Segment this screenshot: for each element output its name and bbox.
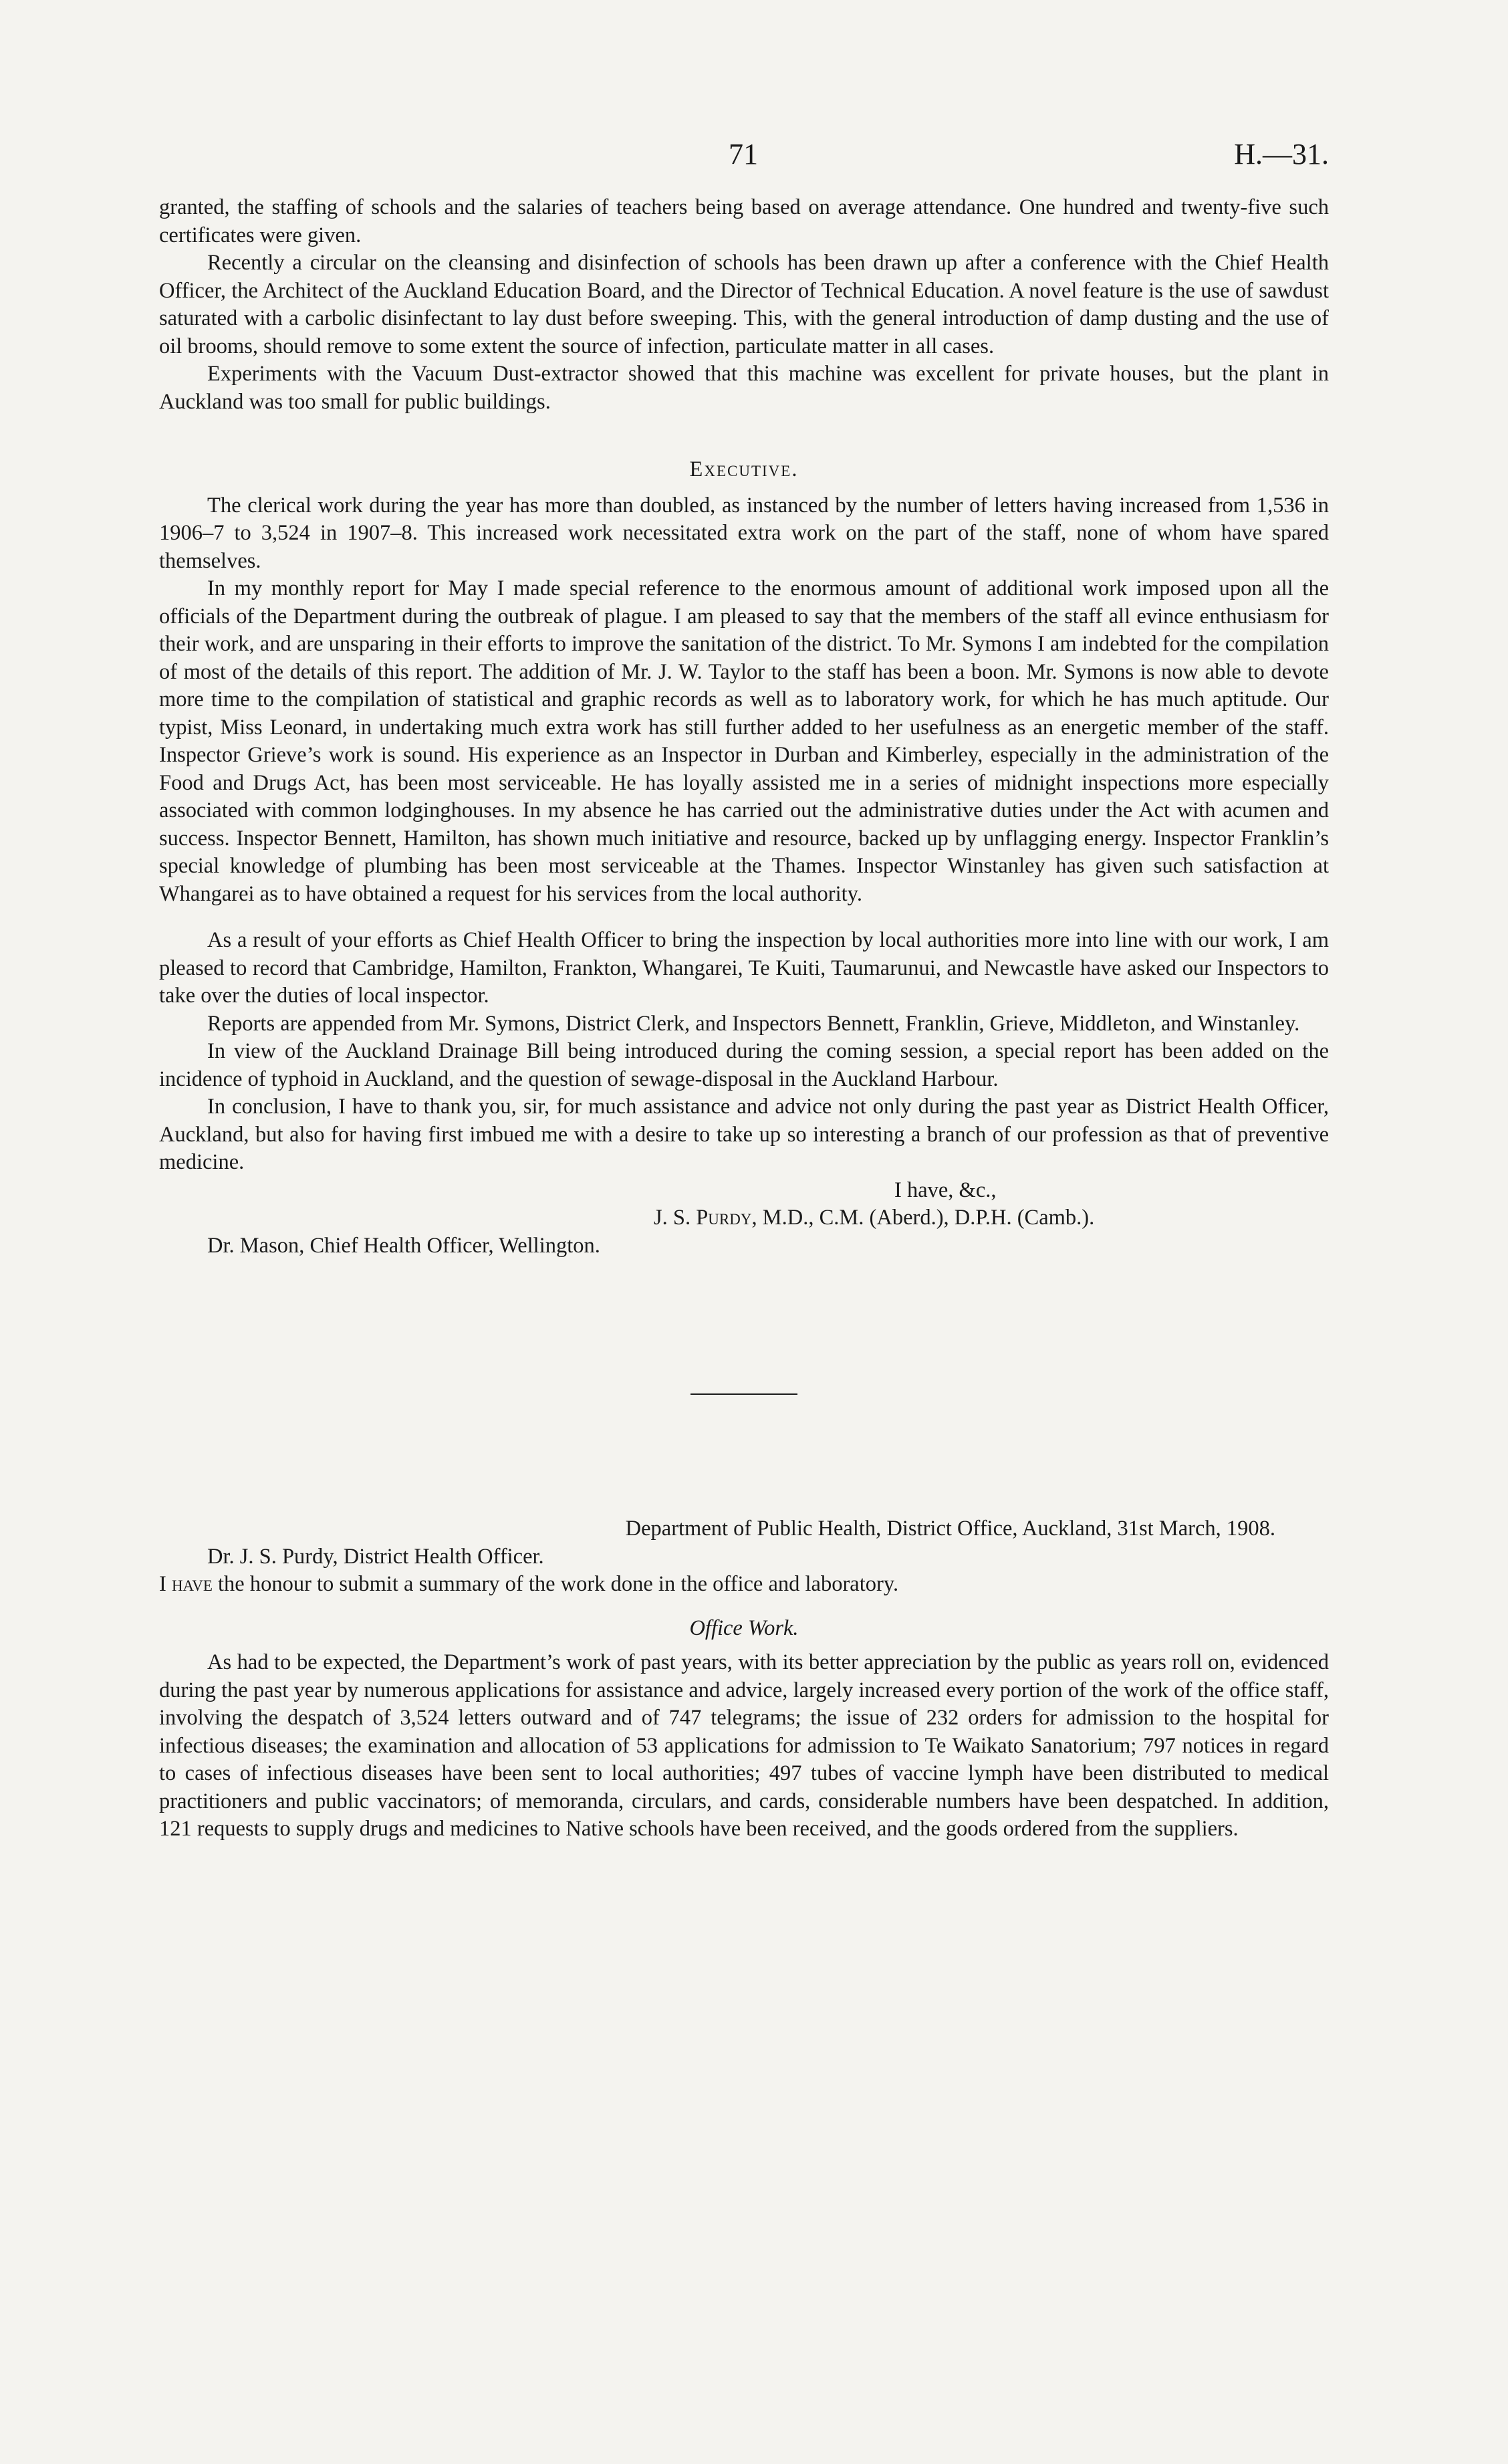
- paragraph: In my monthly report for May I made special reference to the enormous amount of additional work imposed upon all the officials of the Department during the outbreak of plague. I am pleased to say that the members of the staff all evince enthusiasm for their work, and are unsparing in their efforts to improve the sanitation of the district. To Mr. Symons I am indebted for the compilation of most of the details of this report. The addition of Mr. J. W. Taylor to the staff has been a boon. Mr. Symons is now able to devote more time to the compilation of statistical and graphic records as well as to laboratory work, for which he has much aptitude. Our typist, Miss Leonard, in undertaking much extra work has still further added to her usefulness as an energetic member of the staff. Inspector Grieve’s work is sound. His experience as an Inspector in Durban and Kimberley, especially in the administration of the Food and Drugs Act, has been most serviceable. He has loyally assisted me in a series of midnight inspections more especially associated with common lodginghouses. In my absence he has carried out the administrative duties under the Act with acumen and success. Inspector Bennett, Hamilton, has shown much initiative and resource, backed up by unflagging energy. Inspector Franklin’s special knowledge of plumbing has been most serviceable at the Thames. Inspector Winstanley has given such satisfaction at Whangarei as to have obtained a request for his services from the local authority.: [159, 576, 1329, 906]
- paragraph: Recently a circular on the cleansing and disinfection of schools has been drawn up after a conference with the Chief Health Officer, the Architect of the Auckland Education Board, and the Director of Technical Education. A novel feature is the use of sawdust saturated with a carbolic disinfectant to lay dust before sweeping. This, with the general introduction of damp dusting and the use of oil brooms, should remove to some extent the source of infection, particulate matter in all cases.: [159, 251, 1329, 358]
- paragraph: granted, the staffing of schools and the salaries of teachers being based on average attendance. One hundred and twenty-five such certificates were given.: [159, 195, 1329, 247]
- letter-dateline: Department of Public Health, District Office, Auckland, 31st March, 1908.: [625, 1517, 1275, 1541]
- letter-addressee: Dr. J. S. Purdy, District Health Officer.: [207, 1544, 544, 1569]
- report-code: H.—31.: [1234, 138, 1329, 171]
- signature: [654, 1204, 1329, 1232]
- addressee: Dr. Mason, Chief Health Officer, Wellington.: [207, 1233, 600, 1258]
- opening-rest: the honour to submit a summary of the work done in the office and laboratory.: [212, 1572, 899, 1596]
- signoff: I have, &c.,: [894, 1178, 997, 1202]
- paragraph: Reports are appended from Mr. Symons, District Clerk, and Inspectors Bennett, Franklin, Grieve, Middleton, and Winstanley.: [207, 1011, 1300, 1036]
- signature-name: Purdy: [696, 1206, 752, 1230]
- page-header: [159, 140, 1329, 194]
- paragraph: In view of the Auckland Drainage Bill being introduced during the coming session, a special report has been added on the incidence of typhoid in Auckland, and the question of sewage-disposal in the Auckland Harbour.: [159, 1039, 1329, 1091]
- paragraph-gap: [159, 908, 1329, 927]
- section-heading-office-work: Office Work.: [689, 1615, 799, 1640]
- signature-prefix: J. S.: [654, 1206, 691, 1230]
- letter-opening: [159, 1571, 1329, 1599]
- document-page: [159, 140, 1329, 1843]
- section-divider: [690, 1393, 797, 1395]
- page-number: 71: [729, 138, 758, 171]
- paragraph: The clerical work during the year has more than doubled, as instanced by the number of letters having increased from 1,536 in 1906–7 to 3,524 in 1907–8. This increased work necessitated extra work on the part of the staff, none of whom have spared themselves.: [159, 493, 1329, 573]
- paragraph: Experiments with the Vacuum Dust-extractor showed that this machine was excellent for private houses, but the plant in Auckland was too small for public buildings.: [159, 362, 1329, 414]
- section-heading-executive: Executive.: [689, 457, 799, 481]
- opening-caps: I have: [159, 1572, 213, 1596]
- paragraph: As had to be expected, the Department’s work of past years, with its better appreciation by the public as years roll on, evidenced during the past year by numerous applications for assistance and advice, largely increased every portion of the work of the office staff, involving the despatch of 3,524 letters outward and of 747 telegrams; the issue of 232 orders for admission to the hospital for infectious diseases; the examination and allocation of 53 applications for admission to Te Waikato Sanatorium; 797 notices in regard to cases of infectious diseases have been sent to local authorities; 497 tubes of vaccine lymph have been distributed to medical practitioners and public vaccinators; of memoranda, circulars, and cards, considerable numbers have been despatched. In addition, 121 requests to supply drugs and medicines to Native schools have been received, and the goods ordered from the suppliers.: [159, 1650, 1329, 1841]
- paragraph: As a result of your efforts as Chief Health Officer to bring the inspection by local authorities more into line with our work, I am pleased to record that Cambridge, Hamilton, Frankton, Whangarei, Te Kuiti, Taumarunui, and Newcastle have asked our Inspectors to take over the duties of local inspector.: [159, 928, 1329, 1008]
- paragraph: In conclusion, I have to thank you, sir, for much assistance and advice not only during the past year as District Health Officer, Auckland, but also for having first imbued me with a desire to take up so interesting a branch of our profession as that of preventive medicine.: [159, 1095, 1329, 1174]
- signature-suffix: , M.D., C.M. (Aberd.), D.P.H. (Camb.).: [751, 1206, 1095, 1230]
